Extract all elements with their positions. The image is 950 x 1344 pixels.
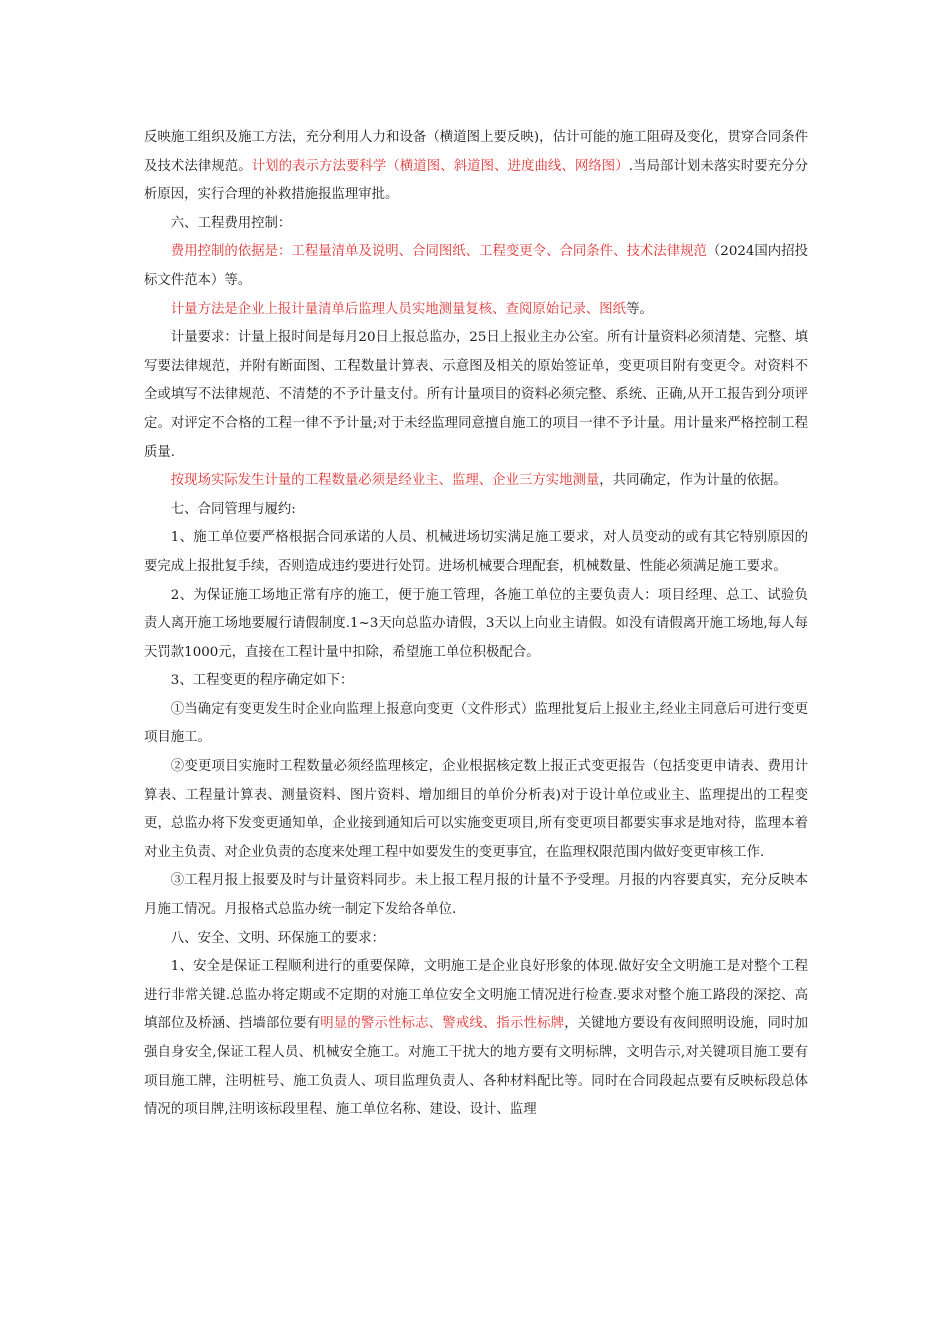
- paragraph: [144, 867, 808, 924]
- body-text: 1、安全是保证工程顺利进行的重要保障，文明施工是企业良好形象的体现.做好安全文明施工是对整个工程进行非常关键.总监办将定期或不定期的对施工单位安全文明施工情况进行检查.要求对整个施工路段的深挖、高填部位及桥涵、挡墙部位要有: [144, 959, 808, 1032]
- body-text: （2024国内招投标文件范本）等。: [144, 244, 808, 288]
- paragraph: [144, 925, 808, 954]
- paragraph: [144, 496, 808, 525]
- paragraph: [144, 296, 808, 325]
- highlighted-text: 费用控制的依据是：工程量清单及说明、合同图纸、工程变更令、合同条件、技术法律规范: [170, 244, 707, 260]
- paragraph: [144, 696, 808, 753]
- paragraph: [144, 210, 808, 239]
- paragraph: [144, 953, 808, 1125]
- body-text: 七、合同管理与履约:: [170, 501, 296, 517]
- paragraph: [144, 582, 808, 668]
- body-text: 计量要求：计量上报时间是每月20日上报总监办，25日上报业主办公室。所有计量资料必须清楚、完整、填写要法律规范，并附有断面图、工程数量计算表、示意图及相关的原始签证单，变更项目附有变更令。对资料不全或填写不法律规范、不清楚的不予计量支付。所有计量项目的资料必须完整、系统、正确,从开工报告到分项评定。对评定不合格的工程一律不予计量;对于未经监理同意擅自施工的项目一律不予计量。用计量来严格控制工程质量.: [144, 330, 808, 460]
- body-text: 1、施工单位要严格根据合同承诺的人员、机械进场切实满足施工要求，对人员变动的或有其它特别原因的要完成上报批复手续，否则造成违约要进行处罚。进场机械要合理配套，机械数量、性能必须满足施工要求。: [144, 530, 808, 574]
- paragraph: [144, 524, 808, 581]
- body-text: 2、为保证施工场地正常有序的施工，便于施工管理，各施工单位的主要负责人：项目经理、总工、试验负责人离开施工场地要履行请假制度.1~3天向总监办请假，3天以上向业主请假。如没有请假离开施工场地,每人每天罚款1000元，直接在工程计量中扣除，希望施工单位积极配合。: [144, 587, 808, 660]
- body-text: 等。: [626, 301, 653, 317]
- paragraph: [144, 753, 808, 867]
- body-text: ③工程月报上报要及时与计量资料同步。未上报工程月报的计量不予受理。月报的内容要真实，充分反映本月施工情况。月报格式总监办统一制定下发给各单位.: [144, 873, 808, 918]
- body-text: 3、工程变更的程序确定如下：: [170, 673, 354, 689]
- paragraph: [144, 467, 808, 496]
- paragraph: [144, 324, 808, 467]
- highlighted-text: 计量方法是企业上报计量清单后监理人员实地测量复核、查阅原始记录、图纸: [170, 301, 627, 317]
- body-text: .当局部计划未落实时要充分分析原因，实行合理的补救措施报监理审批。: [144, 158, 809, 203]
- paragraph: [144, 667, 808, 696]
- body-text: ，关键地方要设有夜间照明设施，同时加强自身安全,保证工程人员、机械安全施工。对施工干扰大的地方要有文明标牌，文明告示,对关键项目施工要有项目施工牌，注明桩号、施工负责人、项目监理负责人、各种材料配比等。同时在合同段起点要有反映标段总体情况的项目牌,注明该标段里程、施工单位名称、建设、设计、监理: [144, 1016, 809, 1118]
- body-text: ②变更项目实施时工程数量必须经监理核定，企业根据核定数上报正式变更报告（包括变更申请表、费用计算表、工程量计算表、测量资料、图片资料、增加细目的单价分析表)对于设计单位或业主、监理提出的工程变更，总监办将下发变更通知单，企业接到通知后可以实施变更项目,所有变更项目都要实事求是地对待，监理本着对业主负责、对企业负责的态度来处理工程中如要发生的变更事宜，在监理权限范围内做好变更审核工作.: [144, 759, 808, 860]
- body-text: ①当确定有变更发生时企业向监理上报意向变更（文件形式）监理批复后上报业主,经业主同意后可进行变更项目施工。: [144, 701, 808, 746]
- paragraph: [144, 124, 808, 210]
- highlighted-text: 明显的警示性标志、警戒线、指示性标牌: [320, 1016, 565, 1032]
- highlighted-text: 计划的表示方法要科学（横道图、斜道图、进度曲线、网络图）: [251, 158, 629, 174]
- body-text: 反映施工组织及施工方法，充分利用人力和设备（横道图上要反映)，估计可能的施工阻碍及变化，贯穿合同条件及技术法律规范。: [144, 130, 808, 174]
- body-text: ，共同确定，作为计量的依据。: [599, 473, 787, 489]
- body-text: 六、工程费用控制：: [170, 215, 292, 231]
- document-body: [144, 124, 808, 1125]
- paragraph: [144, 238, 808, 295]
- body-text: 八、安全、文明、环保施工的要求：: [170, 930, 386, 946]
- highlighted-text: 按现场实际发生计量的工程数量必须是经业主、监理、企业三方实地测量: [170, 473, 600, 489]
